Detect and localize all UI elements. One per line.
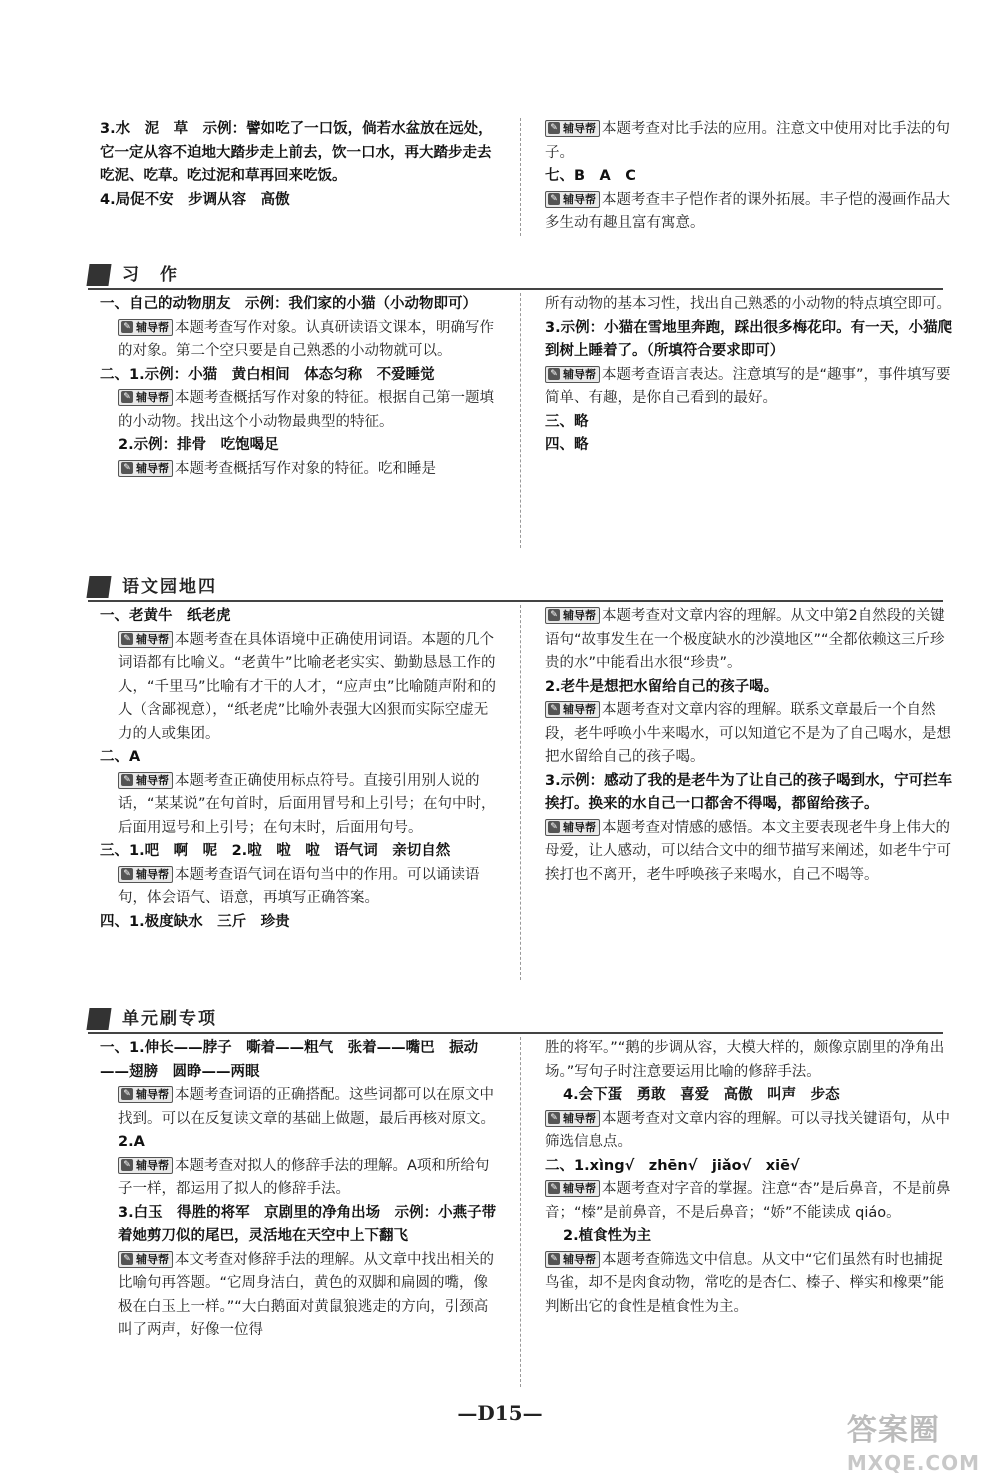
book-icon: ✎ <box>121 1159 133 1171</box>
danyuan-left-column <box>100 1037 500 1343</box>
book-icon: ✎ <box>121 1253 133 1265</box>
book-icon: ✎ <box>548 368 560 380</box>
answer-item: 三、1.吧 啊 呢 2.啦 啦 啦 语气词 亲切自然 <box>100 843 451 859</box>
book-icon: ✎ <box>548 821 560 833</box>
section-title: 单元刷专项 <box>122 1009 217 1029</box>
guide-tag: ✎ 辅导帮 <box>118 460 173 477</box>
answer-item: 一、自己的动物朋友 示例：我们家的小猫（小动物即可） <box>100 296 477 312</box>
guide-tag: ✎ 辅导帮 <box>118 866 173 883</box>
page-number: —D15— <box>457 1401 543 1425</box>
answer-item: 2.示例：排骨 吃饱喝足 <box>118 437 279 453</box>
xizuo-right-column <box>545 293 955 458</box>
book-icon: ✎ <box>121 633 133 645</box>
guide-tag: ✎ 辅导帮 <box>118 772 173 789</box>
answer-item: 3.示例：小猫在雪地里奔跑，踩出很多梅花印。有一天，小猫爬到树上睡着了。（所填符合要求即可） <box>545 319 953 359</box>
section-header-yuwen <box>88 574 943 602</box>
answer-item: 2.老牛是想把水留给自己的孩子喝。 <box>545 678 779 695</box>
guide-tag: ✎ 辅导帮 <box>118 1086 173 1103</box>
guide-text: 本题考查对文章内容的理解。联系文章最后一个自然段，老牛呼唤小牛来喝水，可以知道它不是为了自己喝水，是想把水留给自己的孩子喝。 <box>545 702 951 765</box>
book-icon: ✎ <box>121 1088 133 1100</box>
book-icon: ✎ <box>548 703 560 715</box>
guide-text: 本文考查对修辞手法的理解。从文章中找出相关的比喻句再答题。“它周身洁白，黄色的双脚和扁圆的嘴，像极在白玉上一样。”“大白鹅面对黄鼠狼逃走的方向，引颈高叫了两声，好像一位得 <box>118 1251 494 1338</box>
yuwen-right-column <box>545 605 955 887</box>
book-icon: ✎ <box>121 462 133 474</box>
column-divider <box>520 118 521 236</box>
column-divider <box>520 605 521 980</box>
answer-item: 3.示例：感动了我的是老牛为了让自己的孩子喝到水，宁可拦车挨打。换来的水自己一口都舍不得喝，都留给孩子。 <box>545 772 953 812</box>
guide-text: 本题考查概括写作对象的特征。根据自己第一题填的小动物。找出这个小动物最典型的特征。 <box>118 390 494 430</box>
column-divider <box>520 1037 521 1387</box>
guide-text: 本题考查对拟人的修辞手法的理解。A项和所给句子一样，都运用了拟人的修辞手法。 <box>118 1157 490 1197</box>
guide-tag: ✎ 辅导帮 <box>545 191 600 208</box>
guide-text: 本题考查对字音的掌握。注意“杏”是后鼻音，不是前鼻音；“榛”是前鼻音，不是后鼻音；“娇”不能读成 qiáo。 <box>545 1181 951 1221</box>
guide-tag: ✎ 辅导帮 <box>118 1157 173 1174</box>
book-icon: ✎ <box>121 868 133 880</box>
answer-item: 四、1.极度缺水 三斤 珍贵 <box>100 913 290 930</box>
watermark-logo: 答案圈 MXQE.COM <box>846 1413 980 1475</box>
section-rule <box>88 600 943 602</box>
answer-item: 一、1.伸长——脖子 嘶着——粗气 张着——嘴巴 振动——翅膀 圆睁——两眼 <box>100 1040 479 1080</box>
book-icon: ✎ <box>121 321 133 333</box>
answer-item: 二、1.示例：小猫 黄白相间 体态匀称 不爱睡觉 <box>100 366 435 383</box>
section-marker-icon <box>86 576 111 598</box>
guide-tag: ✎ 辅导帮 <box>118 1251 173 1268</box>
guide-text: 本题考查写作对象。认真研读语文课本，明确写作的对象。第二个空只要是自己熟悉的小动物就可以。 <box>118 319 494 359</box>
answer-item: 四、略 <box>545 437 589 453</box>
answer-item: 一、老黄牛 纸老虎 <box>100 608 231 624</box>
top-left-column <box>100 118 500 212</box>
guide-tag: ✎ 辅导帮 <box>545 701 600 718</box>
guide-tag: ✎ 辅导帮 <box>545 607 600 624</box>
guide-text: 本题考查对文章内容的理解。可以寻找关键语句，从中筛选信息点。 <box>545 1110 950 1150</box>
guide-tag: ✎ 辅导帮 <box>545 819 600 836</box>
top-right-column <box>545 118 955 236</box>
section-title: 习 作 <box>122 265 179 285</box>
guide-text: 本题考查筛选文中信息。从文中“它们虽然有时也捕捉鸟雀，却不是肉食动物，常吃的是杏仁、榛子、榉实和橡栗”能判断出它的食性是植食性为主。 <box>545 1251 945 1315</box>
guide-text: 本题考查对文章内容的理解。从文中第2自然段的关键语句“故事发生在一个极度缺水的沙漠地区”“全都依赖这三斤珍贵的水”中能看出水很“珍贵”。 <box>545 608 945 671</box>
guide-tag: ✎ 辅导帮 <box>545 366 600 383</box>
answer-item: 4.会下蛋 勇敢 喜爱 高傲 叫声 步态 <box>563 1087 840 1103</box>
guide-tag: ✎ 辅导帮 <box>118 319 173 336</box>
section-rule <box>88 1032 943 1034</box>
answer-item: 二、A <box>100 749 141 765</box>
xizuo-left-column <box>100 293 500 481</box>
answer-item: 三、略 <box>545 413 589 430</box>
answer-item: 二、1.xìng√ zhēn√ jiǎo√ xiē√ <box>545 1157 800 1174</box>
yuwen-left-column <box>100 605 500 934</box>
guide-tag: ✎ 辅导帮 <box>545 1180 600 1197</box>
book-icon: ✎ <box>548 1253 560 1265</box>
section-marker-icon <box>86 1008 111 1030</box>
guide-text: 本题考查语气词在语句当中的作用。可以诵读语句，体会语气、语意，再填写正确答案。 <box>118 866 480 906</box>
guide-text: 本题考查在具体语境中正确使用词语。本题的几个词语都有比喻义。“老黄牛”比喻老老实实、勤勤恳恳工作的人，“千里马”比喻有才干的人才，“应声虫”比喻随声附和的人（含鄙视意），“纸老虎”比喻外表强大凶狠而实际空虚无力的人或集团。 <box>118 631 497 742</box>
answer-item: 2.A <box>118 1134 145 1150</box>
book-icon: ✎ <box>121 774 133 786</box>
book-icon: ✎ <box>121 391 133 403</box>
section-header-xizuo <box>88 262 943 290</box>
book-icon: ✎ <box>548 609 560 621</box>
guide-text: 本题考查语言表达。注意填写的是“趣事”，事件填写要简单、有趣，是你自己看到的最好。 <box>545 366 951 406</box>
section-marker-icon <box>86 264 111 286</box>
section-header-danyuan <box>88 1006 943 1034</box>
book-icon: ✎ <box>548 1112 560 1124</box>
book-icon: ✎ <box>548 1182 560 1194</box>
guide-tag: ✎ 辅导帮 <box>545 1110 600 1127</box>
guide-text: 所有动物的基本习性，找出自己熟悉的小动物的特点填空即可。 <box>545 296 951 312</box>
guide-tag: ✎ 辅导帮 <box>545 120 600 137</box>
danyuan-right-column <box>545 1037 955 1319</box>
answer-item: 4.局促不安 步调从容 高傲 <box>100 191 290 208</box>
guide-text: 本题考查对情感的感悟。本文主要表现老牛身上伟大的母爱，让人感动，可以结合文中的细节描写来阐述，如老牛宁可挨打也不离开，老牛呼唤孩子来喝水，自己不喝等。 <box>545 819 951 883</box>
section-title: 语文园地四 <box>122 577 217 597</box>
guide-tag: ✎ 辅导帮 <box>118 631 173 648</box>
guide-text: 本题考查词语的正确搭配。这些词都可以在原文中找到。可以在反复读文章的基础上做题，最后再核对原文。 <box>118 1087 495 1127</box>
guide-text: 本题考查正确使用标点符号。直接引用别人说的话，“某某说”在句首时，后面用冒号和上引号；在句中时，后面用逗号和上引号；在句末时，后面用句号。 <box>118 772 496 836</box>
guide-text: 本题考查对比手法的应用。注意文中使用对比手法的句子。 <box>545 121 950 161</box>
column-divider <box>520 293 521 548</box>
guide-text: 本题考查丰子恺作者的课外拓展。丰子恺的漫画作品大多生动有趣且富有寓意。 <box>545 191 950 231</box>
answer-item: 3.白玉 得胜的将军 京剧里的净角出场 示例：小燕子带着她剪刀似的尾巴，灵活地在天空中上下翻飞 <box>118 1204 497 1244</box>
answer-item: 3.水 泥 草 示例：譬如吃了一口饭，倘若水盆放在远处，它一定从容不迫地大踏步走上前去，饮一口水，再大踏步走去吃泥、吃草。吃过泥和草再回来吃饭。 <box>100 121 493 184</box>
answer-item: 2.植食性为主 <box>563 1228 652 1244</box>
book-icon: ✎ <box>548 193 560 205</box>
guide-text: 胜的将军。”“鹅的步调从容，大模大样的，颇像京剧里的净角出场。”写句子时注意要运用比喻的修辞手法。 <box>545 1040 945 1080</box>
guide-tag: ✎ 辅导帮 <box>545 1251 600 1268</box>
section-rule <box>88 288 943 290</box>
answer-item: 七、B A C <box>545 168 636 184</box>
guide-tag: ✎ 辅导帮 <box>118 389 173 406</box>
guide-text: 本题考查概括写作对象的特征。吃和睡是 <box>175 460 436 477</box>
book-icon: ✎ <box>548 122 560 134</box>
